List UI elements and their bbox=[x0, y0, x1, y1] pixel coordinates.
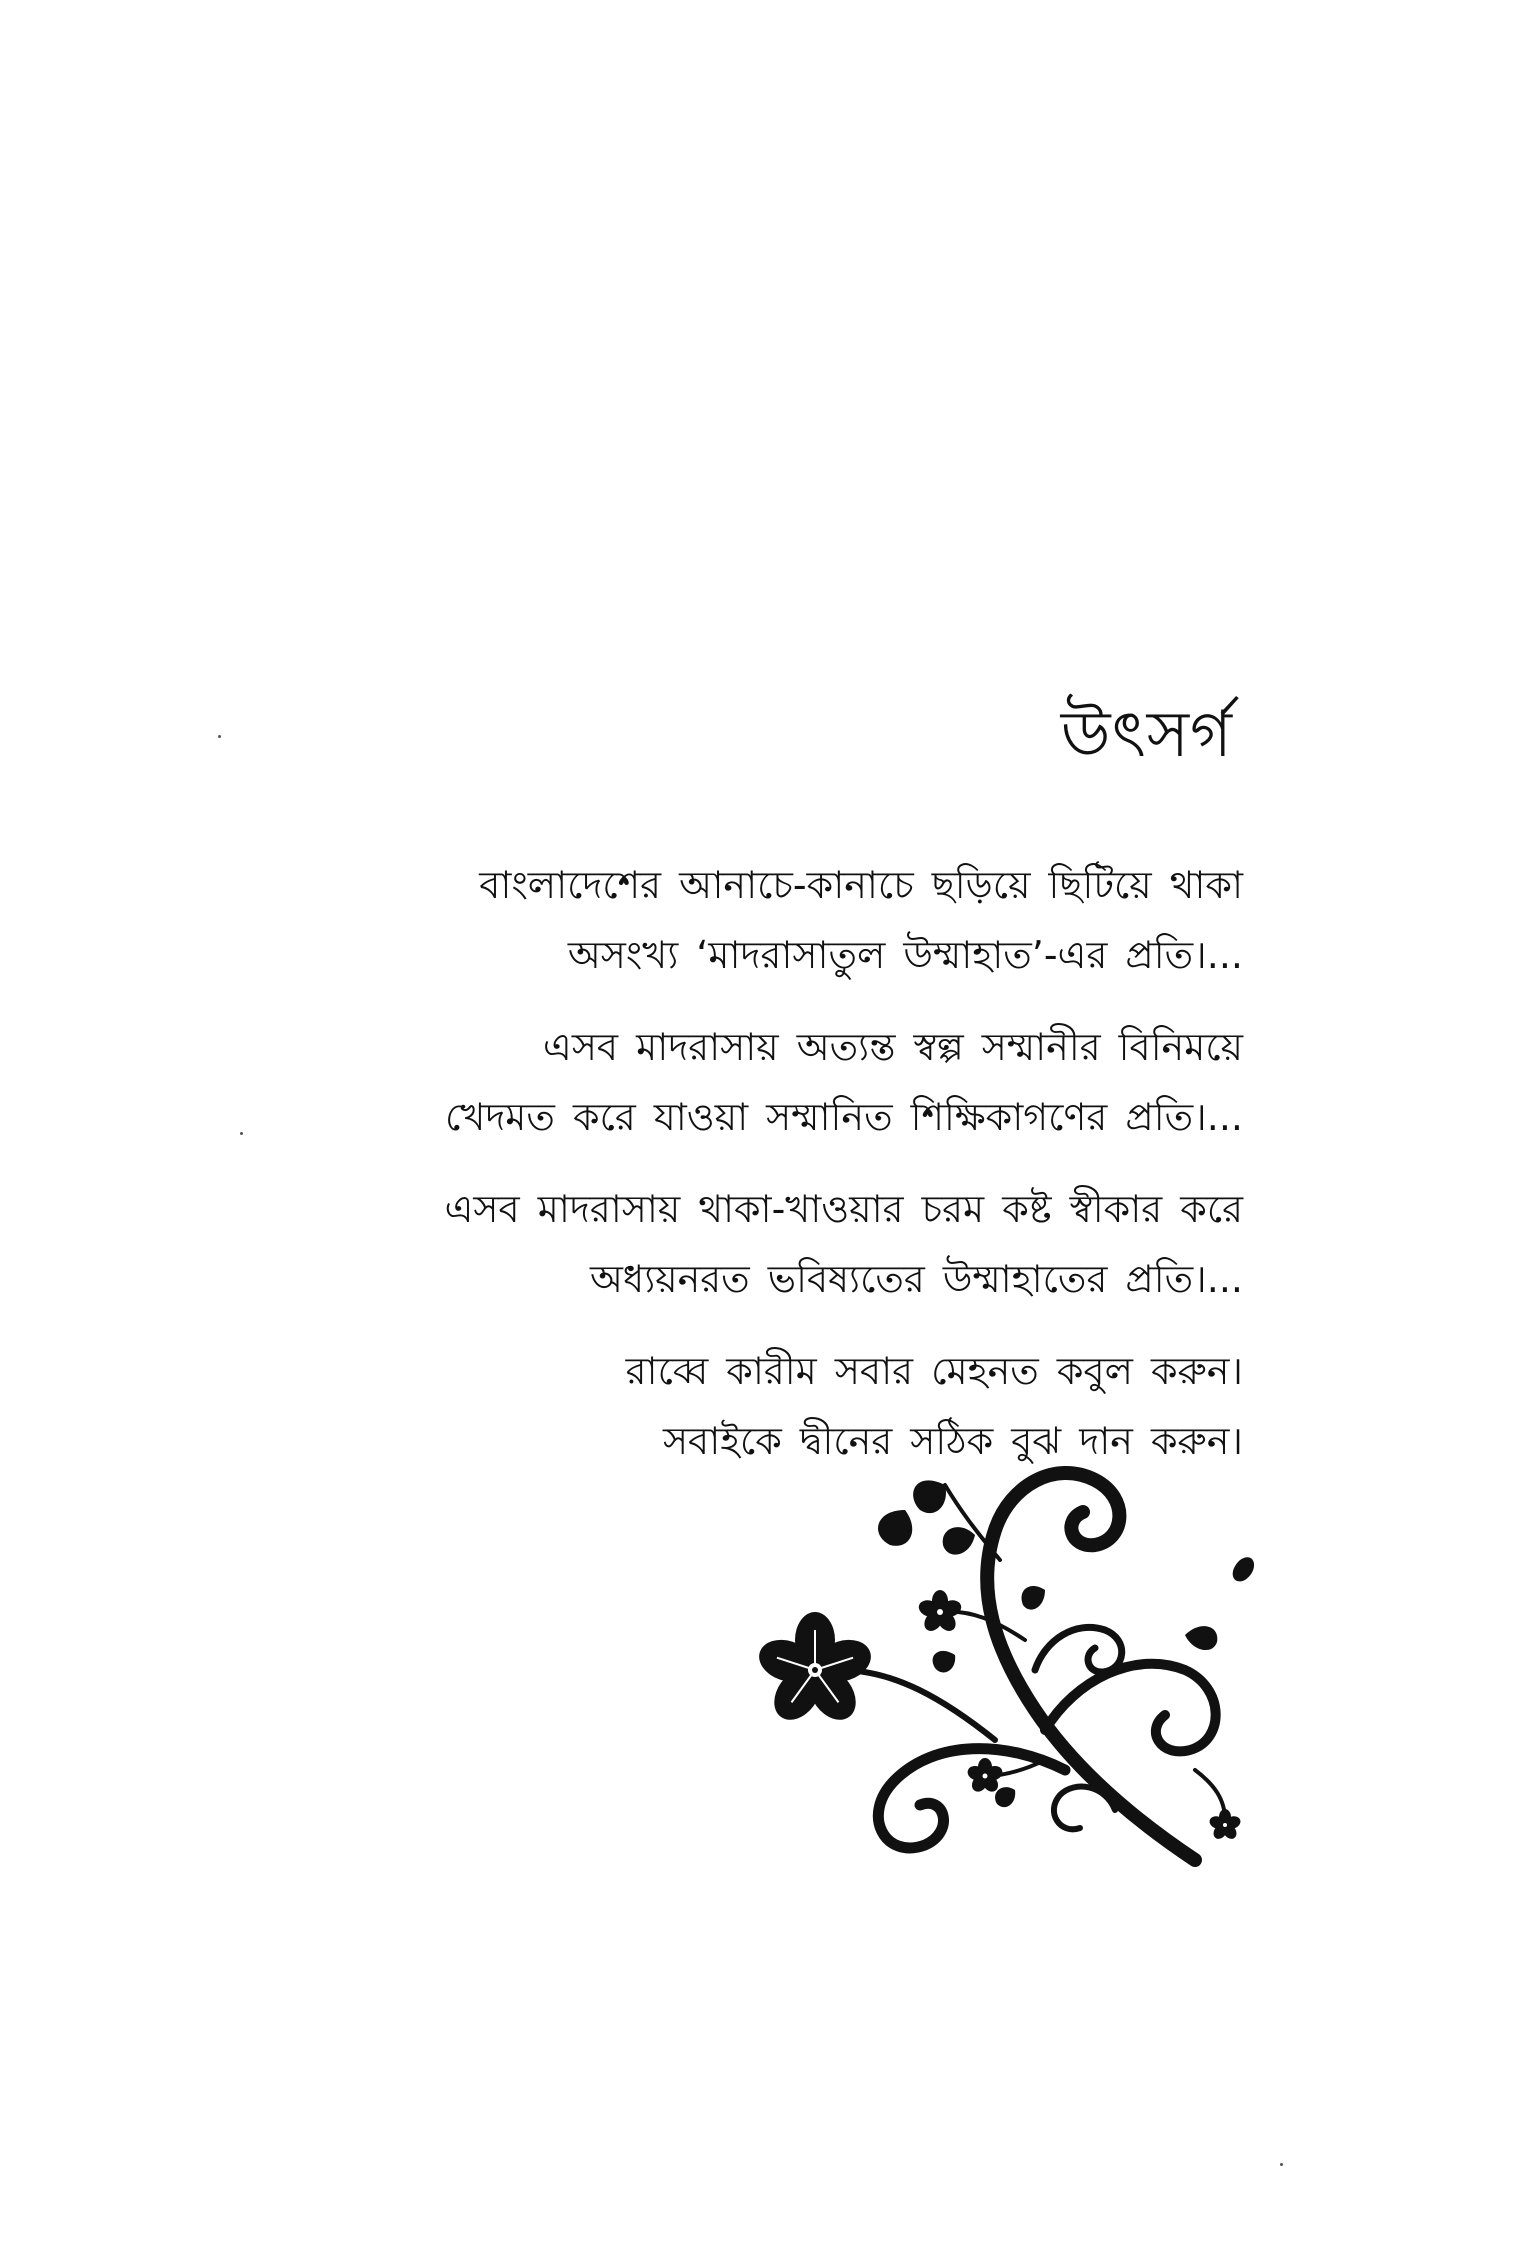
dedication-line: অসংখ্য ‘মাদরাসাতুল উম্মাহাত’-এর প্রতি।... bbox=[567, 933, 1243, 977]
dedication-line: খেদমত করে যাওয়া সম্মানিত শিক্ষিকাগণের প্রতি।... bbox=[444, 1095, 1243, 1139]
floral-swirl-ornament-icon bbox=[745, 1440, 1265, 1870]
dedication-line: এসব মাদরাসায় থাকা-খাওয়ার চরম কষ্ট স্বীকার করে bbox=[444, 1187, 1243, 1231]
dedication-line: রাব্বে কারীম সবার মেহনত কবুল করুন। bbox=[625, 1349, 1243, 1393]
dedication-stanza-1 bbox=[243, 850, 1243, 990]
dedication-title: উৎসর্গ bbox=[1060, 698, 1233, 772]
dedication-stanza-3 bbox=[243, 1174, 1243, 1314]
scan-speck bbox=[218, 735, 221, 738]
dedication-line: বাংলাদেশের আনাচে-কানাচে ছড়িয়ে ছিটিয়ে থাকা bbox=[479, 863, 1243, 907]
dedication-line: অধ্যয়নরত ভবিষ্যতের উম্মাহাতের প্রতি।... bbox=[589, 1257, 1243, 1301]
dedication-line: সবাইকে দ্বীনের সঠিক বুঝ দান করুন। bbox=[662, 1419, 1243, 1463]
dedication-line: এসব মাদরাসায় অত্যন্ত স্বল্প সম্মানীর বিনিময়ে bbox=[542, 1025, 1243, 1069]
dedication-stanza-2 bbox=[243, 1012, 1243, 1152]
scan-speck bbox=[1280, 2163, 1283, 2166]
dedication-text bbox=[243, 850, 1243, 1498]
